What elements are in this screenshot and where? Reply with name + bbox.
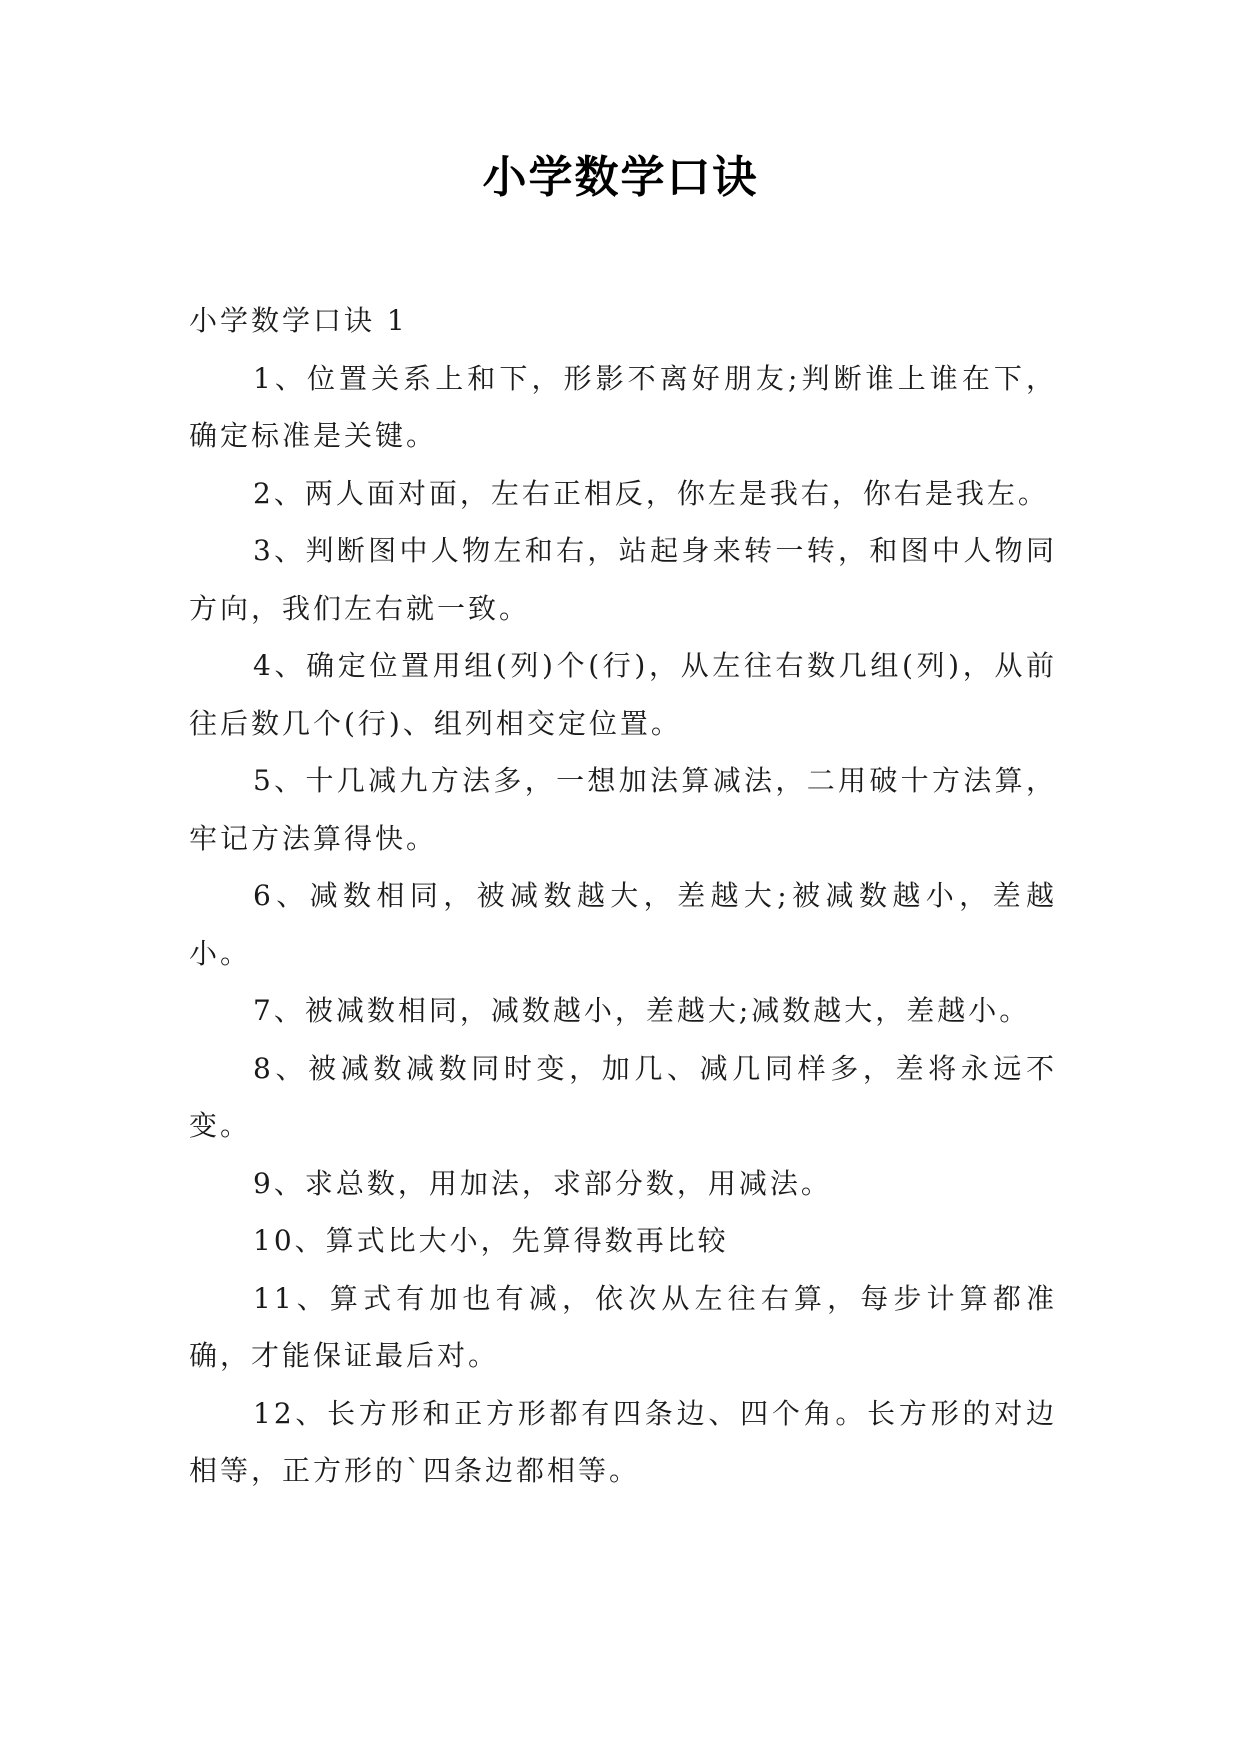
paragraph-3: 3、判断图中人物左和右，站起身来转一转，和图中人物同方向，我们左右就一致。	[189, 534, 1057, 625]
paragraph-5: 5、十几减九方法多，一想加法算减法，二用破十方法算，牢记方法算得快。	[189, 764, 1057, 855]
paragraph-7: 7、被减数相同，减数越小，差越大;减数越大，差越小。	[253, 994, 1031, 1027]
paragraph-10: 10、算式比大小，先算得数再比较	[253, 1224, 729, 1257]
paragraph-12: 12、长方形和正方形都有四条边、四个角。长方形的对边相等，正方形的`四条边都相等。	[189, 1396, 1057, 1487]
paragraph-1: 1、位置关系上和下，形影不离好朋友;判断谁上谁在下，确定标准是关键。	[189, 361, 1057, 452]
section-heading: 小学数学口诀 1	[189, 304, 408, 337]
paragraph-9: 9、求总数，用加法，求部分数，用减法。	[253, 1166, 832, 1200]
document-body	[189, 292, 1057, 1500]
paragraph-8: 8、被减数减数同时变，加几、减几同样多，差将永远不变。	[189, 1051, 1057, 1142]
paragraph-2: 2、两人面对面，左右正相反，你左是我右，你右是我左。	[253, 476, 1049, 510]
paragraph-4: 4、确定位置用组(列)个(行)，从左往右数几组(列)，从前往后数几个(行)、组列相交定位置。	[189, 649, 1057, 740]
document-title: 小学数学口诀	[482, 152, 759, 203]
paragraph-6: 6、减数相同，被减数越大，差越大;被减数越小，差越小。	[189, 879, 1057, 970]
paragraph-11: 11、算式有加也有减，依次从左往右算，每步计算都准确，才能保证最后对。	[189, 1281, 1057, 1372]
